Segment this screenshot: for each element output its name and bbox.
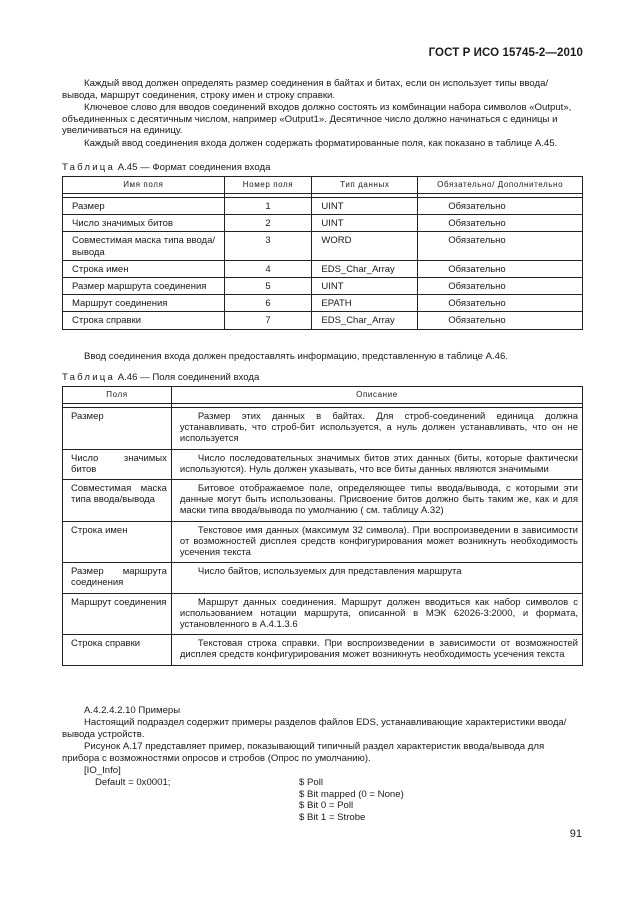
field-description: Размер этих данных в байтах. Для строб-соединений единица должна устанавливать, что строб-бит используется, а нуль должен устанавливать, что он не используется (171, 408, 582, 450)
table-row (63, 521, 583, 563)
column-header: Номер поля (224, 177, 312, 194)
code-comment-line: $ Poll (299, 777, 323, 788)
field-name: Число значимых битов (63, 215, 225, 232)
requirement: Обязательно (418, 295, 583, 312)
field-description: Число последовательных значимых битов этих данных (биты, которые фактически используются). Нуль должен указывать, что все биты данных являются значимыми (171, 449, 582, 479)
table-row (63, 593, 583, 635)
requirement: Обязательно (418, 260, 583, 277)
table-row (63, 408, 583, 450)
table-row (63, 232, 583, 260)
field-name: Строка имен (63, 521, 172, 563)
table-row (63, 260, 583, 277)
intro-paragraph-3: Каждый ввод соединения входа должен содержать форматированные поля, как показано в таблице А.45. (84, 138, 558, 149)
field-name: Число значимых битов (63, 449, 172, 479)
table46-caption-text: А.46 — Поля соединений входа (117, 372, 260, 383)
field-name: Маршрут соединения (63, 295, 225, 312)
table-row (63, 295, 583, 312)
field-description: Число байтов, используемых для представления маршрута (171, 563, 582, 593)
field-description: Текстовое имя данных (максимум 32 символа). При воспроизведении в зависимости от возможностей дисплея средств конфигурирования может возникнуть необходимость усечения текста (171, 521, 582, 563)
code-default-line: Default = 0x0001; (95, 777, 171, 788)
requirement: Обязательно (418, 215, 583, 232)
field-name: Размер (63, 198, 225, 215)
data-type: EDS_Char_Array (312, 312, 418, 329)
code-comment-line: $ Bit mapped (0 = None) (299, 788, 404, 800)
code-comments (299, 777, 404, 823)
table-row (63, 215, 583, 232)
table-row (63, 480, 583, 522)
page-number: 91 (569, 828, 582, 840)
table46-caption (62, 372, 259, 383)
table46-caption-prefix: Таблица (62, 372, 116, 383)
field-name: Размер маршрута соединения (63, 563, 172, 593)
field-number: 1 (224, 198, 312, 215)
column-header: Обязательно/ Дополнительно (418, 177, 583, 194)
table-row (63, 278, 583, 295)
field-name: Маршрут соединения (63, 593, 172, 635)
data-type: UINT (312, 198, 418, 215)
code-section-name: [IO_Info] (84, 765, 121, 776)
column-header: Описание (171, 387, 582, 404)
requirement: Обязательно (418, 232, 583, 260)
data-type: EDS_Char_Array (312, 260, 418, 277)
table-header-row (63, 387, 583, 404)
table-header-row (63, 177, 583, 194)
table-row (63, 563, 583, 593)
field-number: 5 (224, 278, 312, 295)
data-type: EPATH (312, 295, 418, 312)
table45-caption-text: А.45 — Формат соединения входа (117, 162, 271, 173)
table45-caption (62, 162, 270, 173)
column-header: Поля (63, 387, 172, 404)
data-type: WORD (312, 232, 418, 260)
field-description: Маршрут данных соединения. Маршрут должен вводиться как набор символов с использованием нотации маршрута, описанной в МЭК 62026-3:2000, и формата, установленного в А.4.1.3.6 (171, 593, 582, 635)
table-a45 (62, 176, 583, 330)
code-comment-line: $ Bit 1 = Strobe (299, 811, 366, 823)
section-heading: А.4.2.4.2.10 Примеры (84, 705, 181, 716)
requirement: Обязательно (418, 278, 583, 295)
field-description: Битовое отображаемое поле, определяющее типы ввода/вывода, с которыми эти данные могут быть использованы. Присвоение битов должно быть таким же, как и для маски типа ввода/вывода по умолчанию ( см. таблицу А.32) (171, 480, 582, 522)
field-number: 7 (224, 312, 312, 329)
field-name: Строка справки (63, 635, 172, 665)
field-description: Текстовая строка справки. При воспроизведении в зависимости от возможностей дисплея средств конфигурирования может возникнуть необходимость усечения текста (171, 635, 582, 665)
field-number: 2 (224, 215, 312, 232)
field-name: Строка справки (63, 312, 225, 329)
table45-caption-prefix: Таблица (62, 162, 116, 173)
requirement: Обязательно (418, 312, 583, 329)
field-number: 6 (224, 295, 312, 312)
field-name: Размер (63, 408, 172, 450)
table-row (63, 449, 583, 479)
table46-intro: Ввод соединения входа должен предоставлять информацию, представленную в таблице А.46. (84, 351, 508, 362)
table-row (63, 635, 583, 665)
data-type: UINT (312, 215, 418, 232)
field-number: 3 (224, 232, 312, 260)
table-a46 (62, 386, 583, 666)
data-type: UINT (312, 278, 418, 295)
intro-paragraph-1: Каждый ввод должен определять размер соединения в байтах и битах, если он использует типы ввода/вывода, маршрут соединения, строку имен и строку справки. (62, 78, 549, 101)
examples-paragraph-1: Настоящий подраздел содержит примеры разделов файлов EDS, устанавливающие характеристики ввода/вывода устройств. (62, 717, 567, 740)
column-header: Имя поля (63, 177, 225, 194)
field-name: Совместимая маска типа ввода/вывода (63, 232, 225, 260)
requirement: Обязательно (418, 198, 583, 215)
examples-paragraph-2: Рисунок А.17 представляет пример, показывающий типичный раздел характеристик ввода/вывода для прибора с возможностями опросов и стробов (Опрос по умолчанию). (62, 741, 545, 764)
table-row (63, 198, 583, 215)
column-header: Тип данных (312, 177, 418, 194)
field-number: 4 (224, 260, 312, 277)
code-comment-line: $ Bit 0 = Poll (299, 800, 354, 812)
table-row (63, 312, 583, 329)
document-header: ГОСТ Р ИСО 15745-2—2010 (428, 47, 583, 59)
intro-paragraph-2: Ключевое слово для вводов соединений входов должно состоять из комбинации набора символов «Output», объединенных с десятичным числом, например «Output1». Десятичное число должно начинаться с единицы и увеличиваться на единицу. (62, 102, 572, 137)
field-name: Размер маршрута соединения (63, 278, 225, 295)
field-name: Совместимая маска типа ввода/вывода (63, 480, 172, 522)
field-name: Строка имен (63, 260, 225, 277)
